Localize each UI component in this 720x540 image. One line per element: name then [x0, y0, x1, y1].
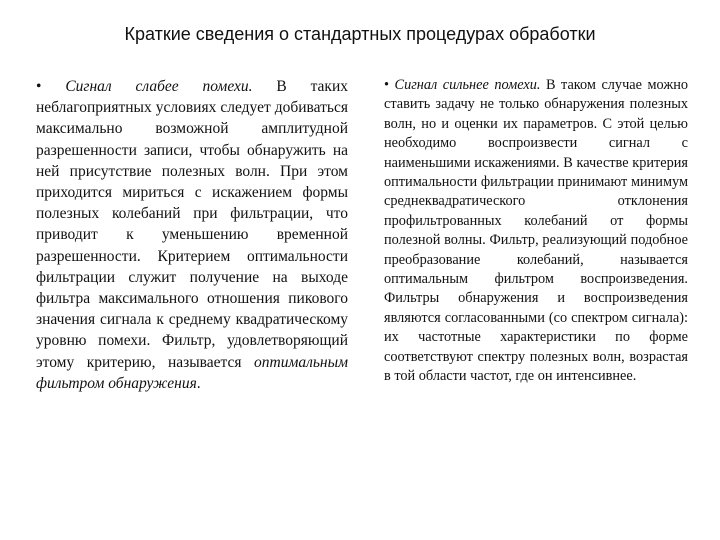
bullet: •	[384, 77, 390, 93]
right-column	[384, 76, 688, 387]
right-lead: Сигнал сильнее помехи.	[394, 77, 541, 93]
slide-title: Краткие сведения о стандартных процедурах обработки	[124, 24, 596, 44]
right-body: В таком случае можно ставить задачу не только обнаружения полезных волн, но и оценки их параметров. С этой целью необходимо воспроизвести сигнал с наименьшими искажениями. В качестве критерия оптимальности фильтрации принимают минимум среднеквадратического отклонения профильтрованных колебаний от формы полезной волны. Фильтр, реализующий подобное преобразование колебаний, называется оптимальным фильтром воспроизведения. Фильтры обнаружения и воспроизведения являются согласованными (со спектром сигнала): их частотные характеристики по форме соответствуют спектру полезных волн, возрастая в той области частот, где он интенсивнее.	[384, 77, 689, 385]
left-body: В таких неблагоприятных условиях следует добиваться максимально возможной амплитудной разрешенности записи, чтобы обнаружить на ней присутствие полезных волн. При этом приходится мириться с искажением формы полезных колебаний при фильтрации, что приводит к уменьшению временной разрешенности. Критерием оптимальности фильтрации служит получение на выходе фильтра максимального отношения пикового значения сигнала к среднему квадратическому уровню помехи. Фильтр, удовлетворяющий этому критерию, называется	[36, 78, 348, 371]
left-term: оптимальным фильтром обнаружения	[36, 353, 348, 392]
left-column	[36, 76, 348, 394]
left-lead: Сигнал слабее помехи.	[65, 78, 253, 95]
bullet: •	[36, 78, 42, 95]
left-paragraph	[36, 76, 348, 394]
right-paragraph	[384, 76, 688, 387]
left-end: .	[196, 374, 201, 392]
